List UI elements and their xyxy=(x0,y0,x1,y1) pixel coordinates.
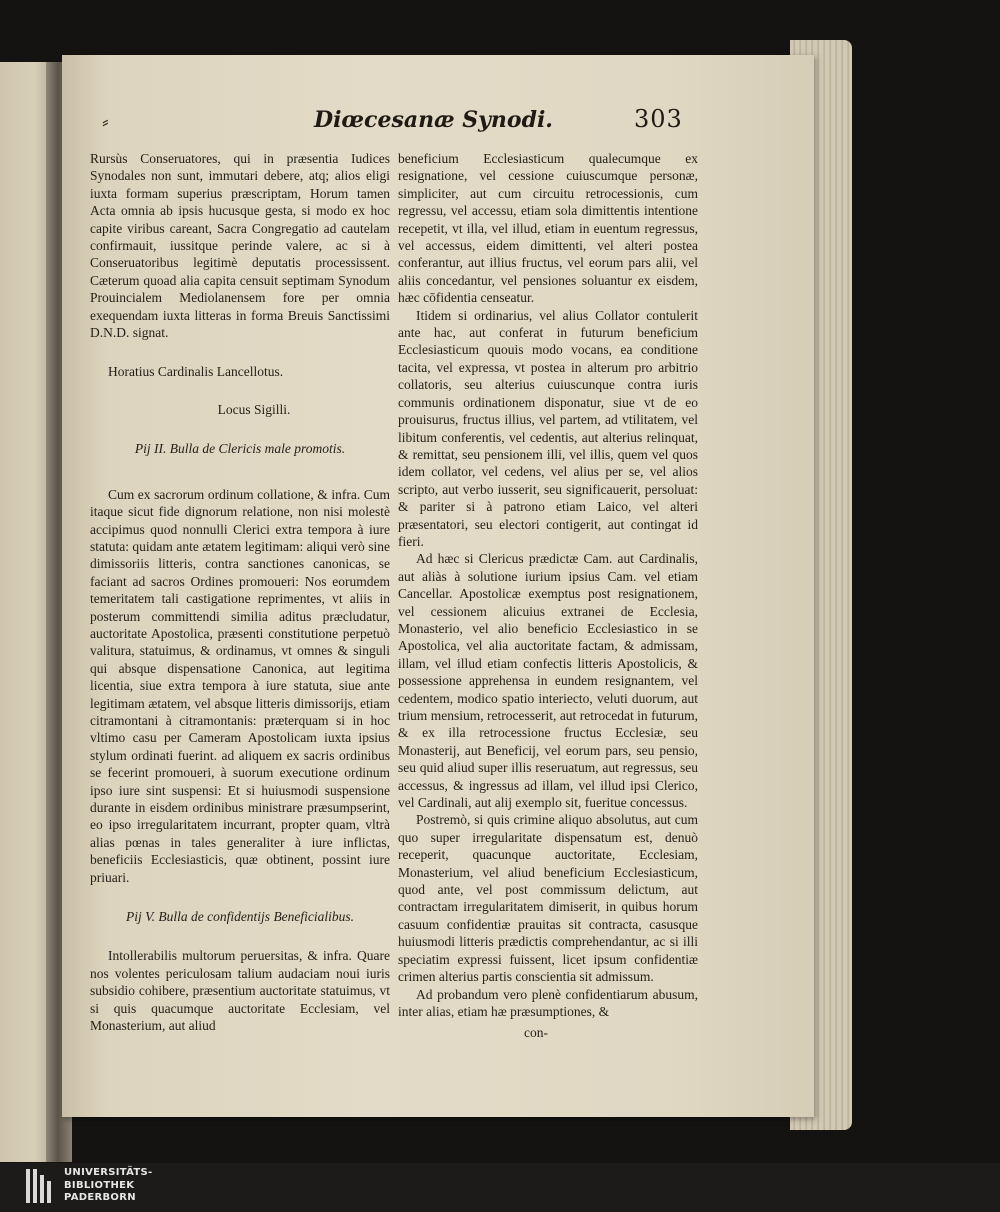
ornament-dash: ⸗ xyxy=(102,109,109,133)
library-name-line: UNIVERSITÄTS- xyxy=(64,1167,153,1178)
paragraph: Ad hæc si Clericus prædictæ Cam. aut Cardinalis, aut aliàs à solutione iurium ipsius Cam. vel etiam Cancellar. Apostolicæ exemptus post resignationem, vel cessionem alicuius extranei de Ecclesia, Monasterio, vel alio beneficio Ecclesiastico in se Apostolica, vel alia auctoritate factam, & admissam, illam, vel illud etiam confectis litteris Apostolicis, & possessione apprehensa in eundem resignantem, vel cedentem, modico spatio interiecto, veluti duorum, aut trium mensium, retrocesserit, aut retrocedat in futurum, & ex illa retrocessione fructus Ecclesiæ, seu Monasterij, aut Beneficij, vel eorum pars, seu pensio, seu quid aliud super illis reseruatum, aut regressus, seu accessus, & ingressus ad illam, vel illud ipsi Clerico, vel Cardinali, aut alij exemplo sit, fueritue concessus. xyxy=(398,551,698,811)
paragraph: beneficium Ecclesiasticum qualecumque ex resignatione, vel cessione cuiuscumque personæ, simpliciter, aut cum circuitu retrocessionis, cum regressu, vel accessu, etiam sola dimittentis intentione recepetit, vt illa, vel illud, etiam in euentum regressus, vel accessus, eidem dimittenti, vel alteri postea conferantur, aut illius fructus, vel eorum pars alii, vel aliis concedantur, vel pensiones soluantur ex eisdem, hæc cōfidentia censeatur. xyxy=(398,151,698,306)
right-column xyxy=(398,150,698,1042)
paragraph: Rursùs Conseruatores, qui in præsentia Iudices Synodales non sunt, immutari debere, atq; alios eligi iuxta formam superius præscriptam, Horum tamen Acta omnia ab ipsis hucusque gesta, si modo ex hoc capite viribus careant, Sacra Congregatio ad cautelam confirmauit, iussitque perinde valere, ac si à Conseruatoribus legitimè deputatis processissent. Cæterum quoad alia capita censuit septimam Synodum Prouincialem Mediolanensem fore per omnia exequendam iuxta litteras in forma Breuis Sanctissimi D.N.D. signat. xyxy=(90,151,390,341)
library-name-line: BIBLIOTHEK xyxy=(64,1179,135,1191)
section-heading: Pij V. Bulla de confidentijs Beneficialibus. xyxy=(125,909,355,925)
paragraph: Intollerabilis multorum peruersitas, & infra. Quare nos volentes periculosam talium audaciam noui iuris subsidio cohibere, præsentium auctoritate statuimus, vt si quis quacumque auctoritate Ecclesiam, vel Monasterium, aut aliud xyxy=(90,948,390,1034)
paragraph: Itidem si ordinarius, vel alius Collator contulerit ante hac, aut conferat in futurum beneficium Ecclesiasticum quouis modo vocans, ea conditione tacita, vel expressa, vt postea in alterum pro arbitrio collatoris, seu alterius cuiuscunque contra iuris communis ordinationem disponatur, siue vt de eo prouisurus, fructus illius, vel partem, ad vtilitatem, vel libitum conferentis, vel cedentis, aut alterius relinquat, & remittat, seu pensionem illi, vel illis, quem vel quos idem collator, vel cedens, vel alius per se, vel alios scripto, aut verbo iusserit, seu significauerit, persoluat: & pariter si à patrono etiam Laico, vel alteri præsentatori, seu electori contigerit, aut contingat id fieri. xyxy=(398,307,698,549)
paragraph: Postremò, si quis crimine aliquo absolutus, aut cum quo super irregularitate dispensatum est, denuò receperit, quacunque auctoritate, Ecclesiam, Monasterium, vel aliud beneficium Ecclesiasticum, quod ante, vel post commissum delictum, aut contractam irregularitatem dimiserit, in quibus horum casuum confidentiæ prauitas sit contracta, casusque huiusmodi litteris prædictis comprehendantur, ac si illi speciatim expressi fuissent, licet ipsum confidentiæ crimen alterius partis conscientia sit admissum. xyxy=(398,812,698,985)
catchword: con- xyxy=(524,1025,548,1041)
section-heading: Pij II. Bulla de Clericis male promotis. xyxy=(134,441,346,457)
page-number: 303 xyxy=(634,105,683,133)
locus-sigilli: Locus Sigilli. xyxy=(217,401,291,417)
paragraph: Cum ex sacrorum ordinum collatione, & infra. Cum itaque sicut fide dignorum relatione, non nisi molestè accipimus quod nonnulli Clerici extra tempora à iure statuta: quidam ante ætatem legitimam: aliqui verò sine dimissoriis litteris, contra sanctiones canonicas, se faciant ad sacros Ordines promoueri: Nos eorumdem temeritatem tali castigatione reprimentes, vt aliis in posterum committendi similia aditus præcludatur, auctoritate Apostolica, præsenti constitutione perpetuò valitura, statuimus, & ordinamus, vt omnes & singuli qui absque dispensatione Canonica, aut legitima licentia, siue extra tempora à iure statuta, siue ante legitimam ætatem, vel absque litteris dimissorijs, etiam citramontani à citramontanis: præterquam si in hoc vltimo casu per Cameram Apostolicam iuxta ipsius stylum ordinati fuerint. ad aliquem ex sacris ordinibus se fecerint promoueri, à suorum executione ordinum ipso iure sint suspensi: Et si huiusmodi suspensione durante in eisdem ordinibus ministrare præsumpserint, eo ipso irregularitatem incurrant, propter quam, vltrà alias pœnas in tales generaliter à iure inflictas, beneficiis Ecclesiasticis, quæ obtinent, possint iure priuari. xyxy=(90,486,390,885)
left-column xyxy=(90,150,390,1034)
paragraph: Ad probandum vero plenè confidentiarum abusum, inter alias, etiam hæ præsumptiones, & xyxy=(398,986,698,1019)
library-name xyxy=(64,1167,153,1205)
book-page xyxy=(62,55,814,1117)
running-head-title: Diœcesanæ Synodi. xyxy=(314,107,553,133)
signatory-name: Horatius Cardinalis Lancellotus. xyxy=(108,364,284,380)
library-logo-icon xyxy=(26,1169,56,1203)
running-head xyxy=(82,105,722,145)
library-name-line: PADERBORN xyxy=(64,1192,136,1203)
library-banner xyxy=(0,1163,1000,1212)
